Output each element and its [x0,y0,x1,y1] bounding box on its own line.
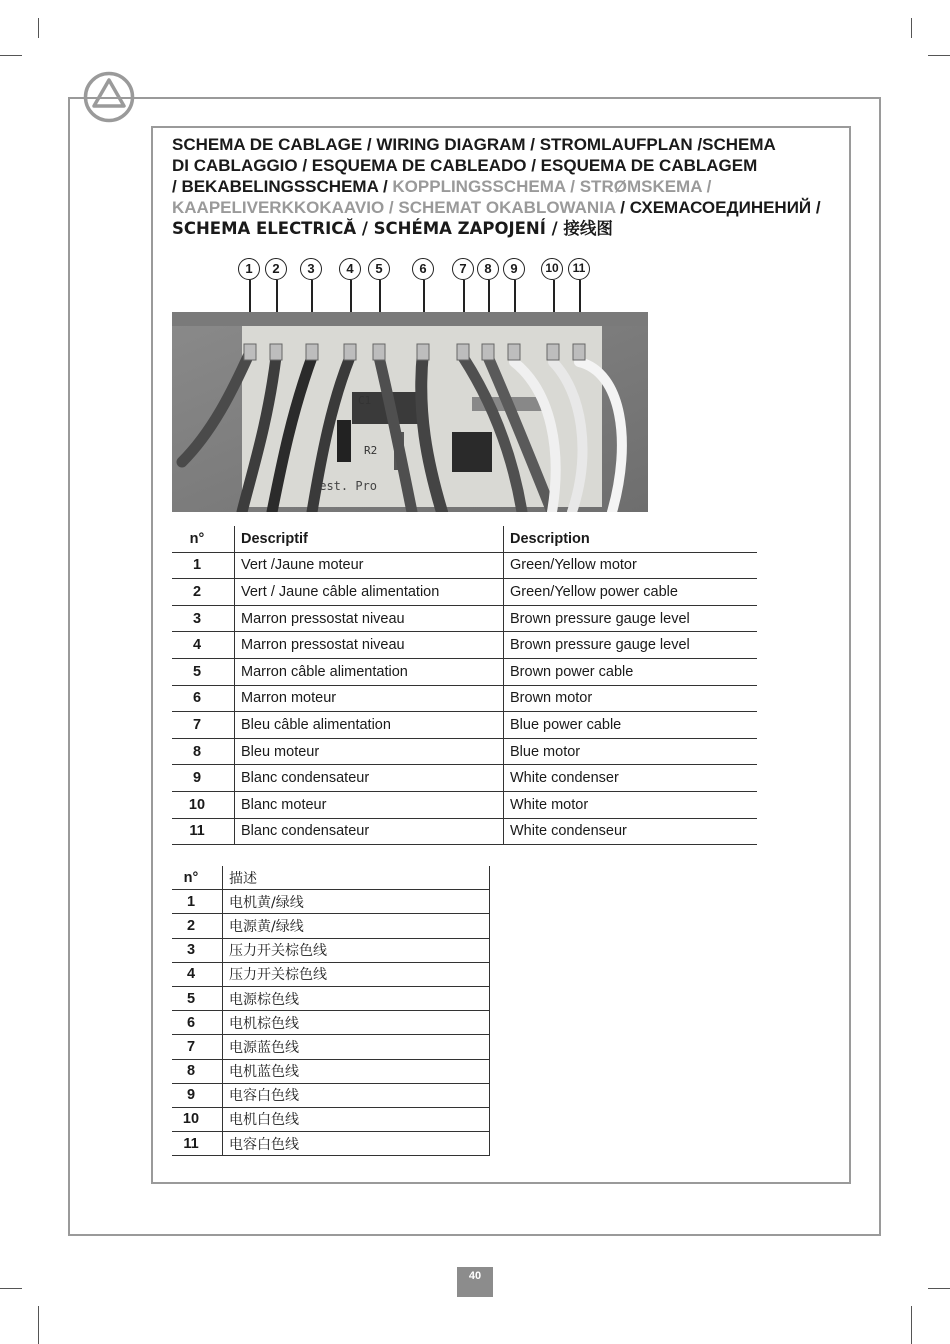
callout-10: 10 [541,258,563,280]
table-row [172,765,757,792]
callout-1: 1 [238,258,260,280]
crop-mark [0,55,22,56]
table-row [172,914,490,938]
row-fr: Bleu moteur [235,738,504,765]
table-row [172,1011,490,1035]
callout-7: 7 [452,258,474,280]
row-en: Blue power cable [504,712,758,739]
row-fr: Marron moteur [235,685,504,712]
row-num: 11 [172,818,235,845]
table-row [172,1035,490,1059]
table-row [172,1132,490,1156]
row-en: Brown motor [504,685,758,712]
header-zh: 描述 [223,866,490,890]
header-num: n° [172,526,235,552]
pcb-label-r2: R2 [364,444,378,457]
row-num: 10 [172,1107,223,1131]
table-row [172,1107,490,1131]
row-num: 5 [172,658,235,685]
row-num: 2 [172,579,235,606]
row-fr: Marron câble alimentation [235,658,504,685]
crop-mark [0,1288,22,1289]
title-segment-grey: KAAPELIVERKKOKAAVIO / SCHEMAT OKABLOWANIA [172,198,616,217]
row-num: 9 [172,765,235,792]
row-zh: 压力开关棕色线 [223,938,490,962]
callout-3: 3 [300,258,322,280]
row-num: 3 [172,605,235,632]
row-fr: Marron pressostat niveau [235,632,504,659]
callout-9: 9 [503,258,525,280]
title-line: SCHEMA ELECTRICĂ / SCHÉMA ZAPOJENÍ / 接线图 [172,219,613,238]
crop-mark [911,18,912,38]
title-line [172,197,862,218]
row-zh: 电容白色线 [223,1132,490,1156]
row-zh: 电源黄/绿线 [223,914,490,938]
table-row [172,1083,490,1107]
wiring-legend-table-fr-en [172,526,757,845]
row-num: 2 [172,914,223,938]
row-num: 5 [172,986,223,1010]
table-row [172,791,757,818]
row-zh: 电机棕色线 [223,1011,490,1035]
row-zh: 电机白色线 [223,1107,490,1131]
row-en: Blue motor [504,738,758,765]
circuit-board-photo [172,312,648,512]
row-zh: 电机蓝色线 [223,1059,490,1083]
row-en: Brown pressure gauge level [504,605,758,632]
table-header-row [172,526,757,552]
row-zh: 电源蓝色线 [223,1035,490,1059]
table-row [172,605,757,632]
crop-mark [38,18,39,38]
row-fr: Marron pressostat niveau [235,605,504,632]
row-zh: 压力开关棕色线 [223,962,490,986]
row-en: Brown pressure gauge level [504,632,758,659]
row-num: 6 [172,685,235,712]
title-line: DI CABLAGGIO / ESQUEMA DE CABLEADO / ESQUEMA DE CABLAGEM [172,156,758,175]
table-row [172,579,757,606]
row-num: 8 [172,1059,223,1083]
callout-8: 8 [477,258,499,280]
row-num: 1 [172,890,223,914]
row-en: White motor [504,791,758,818]
row-en: Green/Yellow power cable [504,579,758,606]
row-num: 8 [172,738,235,765]
row-fr: Blanc moteur [235,791,504,818]
table-row [172,962,490,986]
row-zh: 电源棕色线 [223,986,490,1010]
table-row [172,552,757,579]
row-num: 3 [172,938,223,962]
table-row [172,712,757,739]
title-segment: / BEKABELINGSSCHEMA / [172,177,393,196]
row-num: 6 [172,1011,223,1035]
row-fr: Blanc condensateur [235,765,504,792]
callout-6: 6 [412,258,434,280]
callout-2: 2 [265,258,287,280]
header-description: Description [504,526,758,552]
table-row [172,738,757,765]
table-row [172,685,757,712]
row-en: White condenseur [504,818,758,845]
row-num: 7 [172,1035,223,1059]
row-num: 1 [172,552,235,579]
table-row [172,938,490,962]
callout-11: 11 [568,258,590,280]
title-segment: / СХЕМАСОЕДИНЕНИЙ / [615,198,821,217]
table-row [172,890,490,914]
header-descriptif: Descriptif [235,526,504,552]
wire-callouts [172,255,652,315]
row-en: White condenser [504,765,758,792]
row-num: 10 [172,791,235,818]
table-header-row [172,866,490,890]
crop-mark [911,1306,912,1344]
callout-5: 5 [368,258,390,280]
pcb-label-brand: Best. Pro [312,479,378,493]
title-line [172,176,862,197]
pcb-label-c1: C1 [358,394,372,407]
title-line: SCHEMA DE CABLAGE / WIRING DIAGRAM / STROMLAUFPLAN /SCHEMA [172,135,776,154]
row-num: 9 [172,1083,223,1107]
wiring-legend-table-zh [172,866,490,1156]
crop-mark [38,1306,39,1344]
brand-triangle-logo-icon [83,71,135,123]
row-zh: 电机黄/绿线 [223,890,490,914]
callout-4: 4 [339,258,361,280]
table-row [172,986,490,1010]
row-num: 4 [172,962,223,986]
title-segment-grey: KOPPLINGSSCHEMA / STRØMSKEMA / [392,177,712,196]
row-fr: Vert /Jaune moteur [235,552,504,579]
page-number: 40 [457,1267,493,1297]
row-en: Green/Yellow motor [504,552,758,579]
crop-mark [928,1288,950,1289]
table-row [172,632,757,659]
row-fr: Blanc condensateur [235,818,504,845]
row-num: 4 [172,632,235,659]
wiring-diagram-title [172,134,862,239]
row-en: Brown power cable [504,658,758,685]
row-num: 11 [172,1132,223,1156]
crop-mark [928,55,950,56]
row-fr: Vert / Jaune câble alimentation [235,579,504,606]
header-num: n° [172,866,223,890]
table-row [172,818,757,845]
table-row [172,1059,490,1083]
table-row [172,658,757,685]
row-fr: Bleu câble alimentation [235,712,504,739]
row-num: 7 [172,712,235,739]
row-zh: 电容白色线 [223,1083,490,1107]
